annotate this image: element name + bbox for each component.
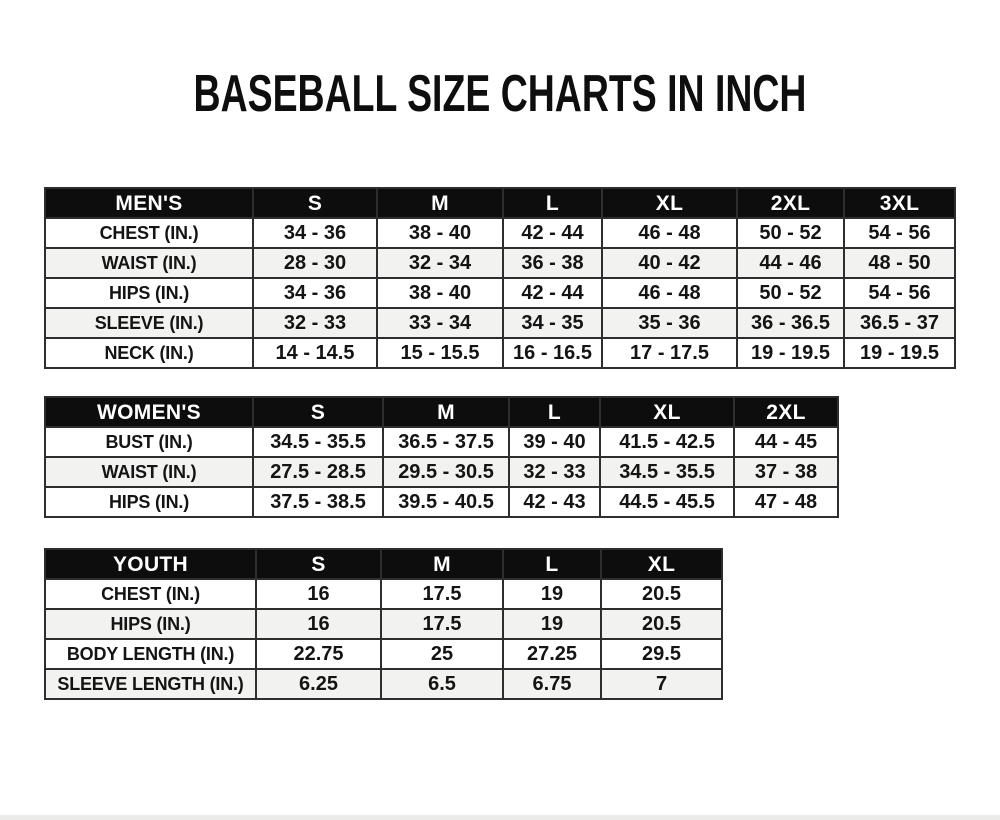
size-cell: 38 - 40 (377, 278, 503, 308)
row-label: BUST (IN.) (45, 427, 253, 457)
size-cell: 27.5 - 28.5 (253, 457, 383, 487)
table-row (45, 639, 722, 669)
size-cell: 29.5 (601, 639, 722, 669)
table-row (45, 218, 955, 248)
size-column-header: XL (602, 188, 737, 218)
size-cell: 19 (503, 579, 601, 609)
row-label: WAIST (IN.) (45, 248, 253, 278)
size-cell: 29.5 - 30.5 (383, 457, 509, 487)
table-row (45, 609, 722, 639)
size-cell: 20.5 (601, 579, 722, 609)
size-cell: 6.25 (256, 669, 381, 699)
size-cell: 6.75 (503, 669, 601, 699)
size-cell: 19 (503, 609, 601, 639)
size-cell: 22.75 (256, 639, 381, 669)
row-label: SLEEVE LENGTH (IN.) (45, 669, 256, 699)
row-label: SLEEVE (IN.) (45, 308, 253, 338)
size-cell: 15 - 15.5 (377, 338, 503, 368)
size-cell: 36 - 36.5 (737, 308, 844, 338)
size-column-header: S (253, 397, 383, 427)
size-cell: 37 - 38 (734, 457, 838, 487)
row-label: WAIST (IN.) (45, 457, 253, 487)
size-column-header: M (383, 397, 509, 427)
size-cell: 32 - 34 (377, 248, 503, 278)
size-cell: 42 - 43 (509, 487, 600, 517)
size-cell: 34.5 - 35.5 (600, 457, 734, 487)
size-chart-page (0, 65, 1000, 700)
size-cell: 42 - 44 (503, 278, 602, 308)
row-label: HIPS (IN.) (45, 278, 253, 308)
size-cell: 16 (256, 579, 381, 609)
table-row (45, 308, 955, 338)
size-column-header: L (503, 549, 601, 579)
mens-category-header: MEN'S (45, 188, 253, 218)
row-label: CHEST (IN.) (45, 579, 256, 609)
row-label: HIPS (IN.) (45, 487, 253, 517)
size-cell: 40 - 42 (602, 248, 737, 278)
table-row (45, 338, 955, 368)
table-row (45, 248, 955, 278)
size-cell: 47 - 48 (734, 487, 838, 517)
size-cell: 50 - 52 (737, 278, 844, 308)
size-cell: 36.5 - 37 (844, 308, 955, 338)
size-cell: 19 - 19.5 (844, 338, 955, 368)
size-cell: 27.25 (503, 639, 601, 669)
size-cell: 39 - 40 (509, 427, 600, 457)
page-title: BASEBALL SIZE CHARTS IN INCH (193, 65, 807, 123)
size-cell: 46 - 48 (602, 218, 737, 248)
size-cell: 34 - 36 (253, 278, 377, 308)
size-cell: 44 - 45 (734, 427, 838, 457)
size-column-header: XL (600, 397, 734, 427)
mens-header-row (45, 188, 955, 218)
size-cell: 35 - 36 (602, 308, 737, 338)
youth-size-chart-table (44, 548, 723, 700)
size-cell: 19 - 19.5 (737, 338, 844, 368)
size-column-header: 3XL (844, 188, 955, 218)
size-cell: 14 - 14.5 (253, 338, 377, 368)
size-cell: 44 - 46 (737, 248, 844, 278)
size-column-header: 2XL (737, 188, 844, 218)
size-cell: 7 (601, 669, 722, 699)
size-cell: 17.5 (381, 609, 503, 639)
size-cell: 25 (381, 639, 503, 669)
size-cell: 38 - 40 (377, 218, 503, 248)
table-row (45, 457, 838, 487)
womens-size-chart-table (44, 396, 839, 518)
size-cell: 33 - 34 (377, 308, 503, 338)
table-row (45, 669, 722, 699)
womens-category-header: WOMEN'S (45, 397, 253, 427)
size-column-header: 2XL (734, 397, 838, 427)
size-column-header: S (253, 188, 377, 218)
size-cell: 28 - 30 (253, 248, 377, 278)
row-label: CHEST (IN.) (45, 218, 253, 248)
size-column-header: M (381, 549, 503, 579)
size-cell: 36.5 - 37.5 (383, 427, 509, 457)
table-row (45, 579, 722, 609)
row-label: NECK (IN.) (45, 338, 253, 368)
size-cell: 46 - 48 (602, 278, 737, 308)
size-cell: 32 - 33 (253, 308, 377, 338)
size-cell: 16 - 16.5 (503, 338, 602, 368)
table-row (45, 278, 955, 308)
size-cell: 34.5 - 35.5 (253, 427, 383, 457)
size-charts-container (44, 187, 1000, 700)
size-cell: 50 - 52 (737, 218, 844, 248)
womens-header-row (45, 397, 838, 427)
size-cell: 34 - 36 (253, 218, 377, 248)
table-row (45, 427, 838, 457)
size-column-header: L (503, 188, 602, 218)
size-cell: 41.5 - 42.5 (600, 427, 734, 457)
size-cell: 39.5 - 40.5 (383, 487, 509, 517)
size-cell: 37.5 - 38.5 (253, 487, 383, 517)
youth-category-header: YOUTH (45, 549, 256, 579)
size-cell: 17.5 (381, 579, 503, 609)
size-column-header: XL (601, 549, 722, 579)
size-cell: 48 - 50 (844, 248, 955, 278)
size-cell: 34 - 35 (503, 308, 602, 338)
size-cell: 6.5 (381, 669, 503, 699)
table-row (45, 487, 838, 517)
mens-size-chart-table (44, 187, 956, 369)
size-cell: 17 - 17.5 (602, 338, 737, 368)
size-cell: 54 - 56 (844, 218, 955, 248)
size-cell: 16 (256, 609, 381, 639)
size-cell: 42 - 44 (503, 218, 602, 248)
size-column-header: S (256, 549, 381, 579)
size-column-header: L (509, 397, 600, 427)
size-cell: 32 - 33 (509, 457, 600, 487)
row-label: BODY LENGTH (IN.) (45, 639, 256, 669)
size-cell: 20.5 (601, 609, 722, 639)
size-cell: 36 - 38 (503, 248, 602, 278)
size-cell: 44.5 - 45.5 (600, 487, 734, 517)
row-label: HIPS (IN.) (45, 609, 256, 639)
scan-edge-artifact (0, 815, 1000, 820)
size-column-header: M (377, 188, 503, 218)
youth-header-row (45, 549, 722, 579)
size-cell: 54 - 56 (844, 278, 955, 308)
